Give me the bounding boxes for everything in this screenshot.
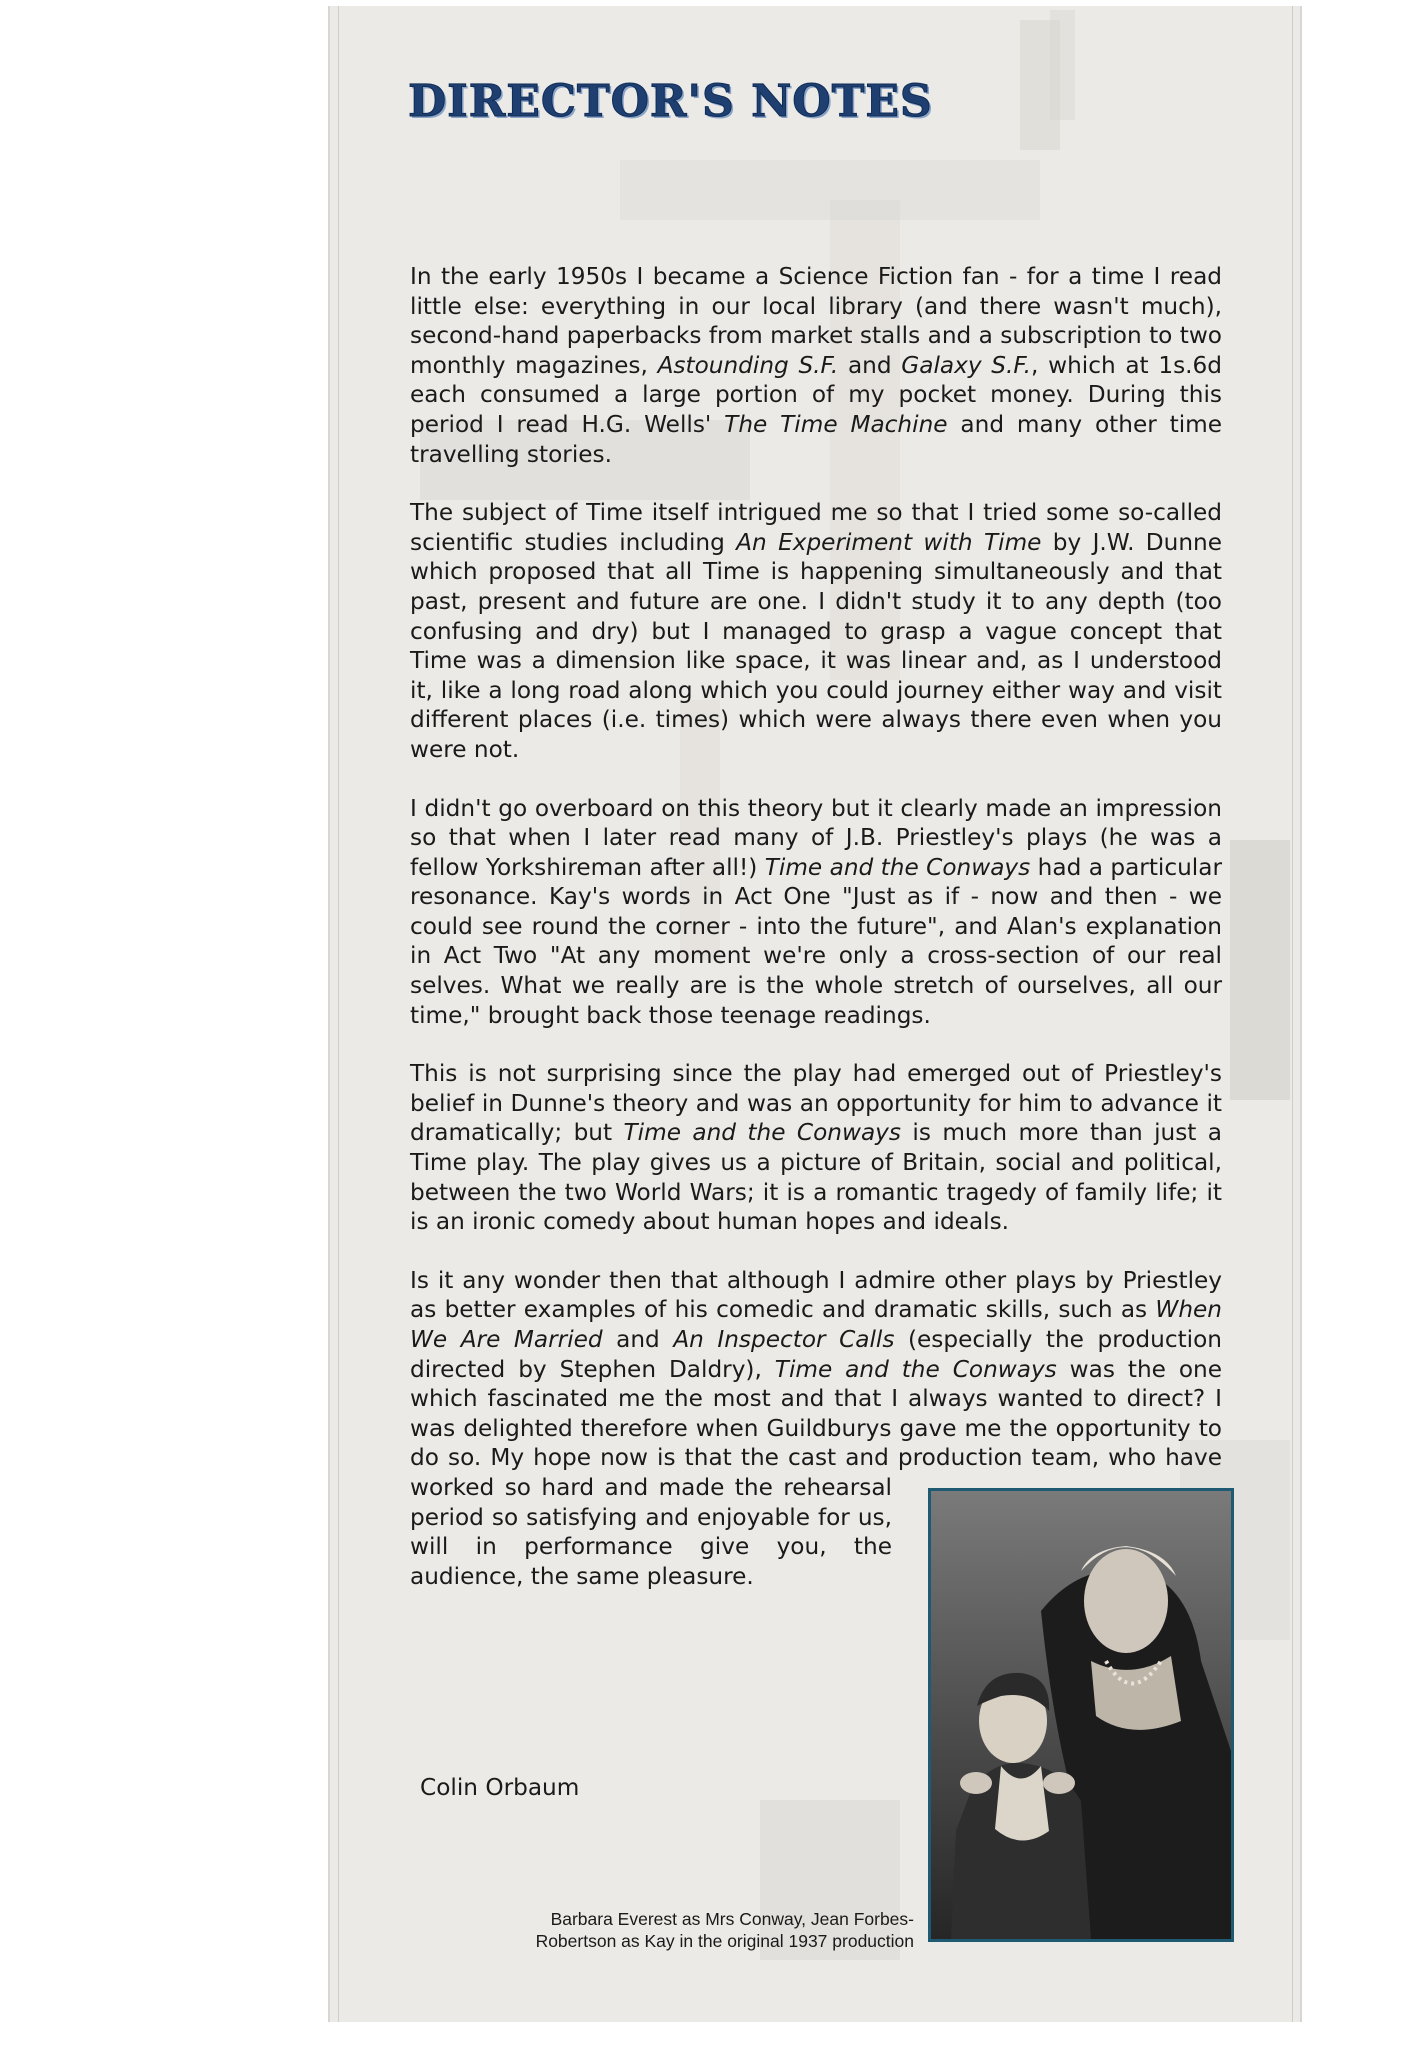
page-title: DIRECTOR'S NOTES	[408, 76, 933, 127]
paragraph-text: (especially the production directed by Stephen Daldry),	[410, 1326, 1222, 1383]
paragraph-text: by J.W. Dunne which proposed that all Time is happening simultaneously and that past, present and future are one. I didn't study it to any depth (too confusing and dry) but I managed to grasp a vague concept that Time was a dimension like space, it was linear and, as I understood it, like a long road along which you could journey either way and visit different places (i.e. times) which were always there even when you were not.	[410, 528, 1222, 763]
italic-title-text: An Experiment with Time	[736, 528, 1042, 556]
notes-paragraph	[410, 498, 1222, 764]
signature: Colin Orbaum	[420, 1774, 580, 1801]
italic-title-text: Galaxy S.F.	[901, 351, 1032, 379]
italic-title-text: Time and the Conways	[764, 853, 1031, 881]
paragraph-text: I didn't go overboard on this theory but it clearly made an impression so that when I later read many of J.B. Priestley's plays (he was a fellow Yorkshireman after all!)	[410, 794, 1222, 881]
paragraph-text: and	[838, 351, 902, 379]
background-texture	[1050, 10, 1075, 120]
background-texture	[620, 160, 1040, 220]
paragraph-text: In the early 1950s I became a Science Fiction fan - for a time I read little else: everything in our local library (and there wasn't much), second-hand paperbacks from market stalls and a subscription to two monthly magazines,	[410, 263, 1222, 379]
paragraph-text: , which at 1s.6d each consumed a large portion of my pocket money. During this period I read H.G. Wells'	[410, 351, 1223, 438]
paragraph-text: was the one which fascinated me the most and that I always wanted to direct? I was delighted therefore when Guildburys gave me the opportunity to do so. My hope now is that the cast and production team, who have worked so hard and made the rehearsal period so satisfying and enjoyable for us, will in performance give you, the audience, the same pleasure.	[410, 1355, 1222, 1590]
paragraph-text: Is it any wonder then that although I admire other plays by Priestley as better examples of his comedic and dramatic skills, such as	[410, 1266, 1222, 1324]
photo-wrap-spacer	[892, 1486, 1222, 2046]
paragraph-text: The subject of Time itself intrigued me so that I tried some so-called scientific studies including	[410, 499, 1222, 556]
page-right-edge	[1292, 6, 1293, 2022]
paragraph-text: had a particular resonance. Kay's words in Act One "Just as if - now and then - we could see round the corner - into the future", and Alan's explanation in Act Two "At any moment we're only a cross-section of our real selves. What we really are is the whole stretch of ourselves, all our time," brought back those teenage readings.	[410, 853, 1222, 1029]
notes-paragraph	[410, 1059, 1222, 1237]
background-texture	[1230, 840, 1290, 1100]
italic-title-text: The Time Machine	[724, 410, 948, 438]
italic-title-text: Time and the Conways	[774, 1355, 1057, 1383]
paragraph-text: and many other time travelling stories.	[410, 410, 1223, 468]
notes-paragraph	[410, 794, 1222, 1031]
notes-paragraph	[410, 262, 1222, 469]
paragraph-text: This is not surprising since the play had emerged out of Priestley's belief in Dunne's theory and was an opportunity for him to advance it dramatically; but	[410, 1060, 1222, 1147]
italic-title-text: An Inspector Calls	[673, 1326, 895, 1353]
italic-title-text: Astounding S.F.	[657, 351, 839, 379]
italic-title-text: Time and the Conways	[623, 1119, 901, 1147]
page-left-edge	[338, 6, 339, 2022]
paragraph-text: and	[602, 1326, 674, 1353]
photo-caption: Barbara Everest as Mrs Conway, Jean Forbes-Robertson as Kay in the original 1937 production	[535, 1909, 914, 1951]
italic-title-text: When We Are Married	[410, 1296, 1222, 1353]
paragraph-text: is much more than just a Time play. The play gives us a picture of Britain, social and political, between the two World Wars; it is a romantic tragedy of family life; it is an ironic comedy about human hopes and ideals.	[410, 1119, 1222, 1236]
